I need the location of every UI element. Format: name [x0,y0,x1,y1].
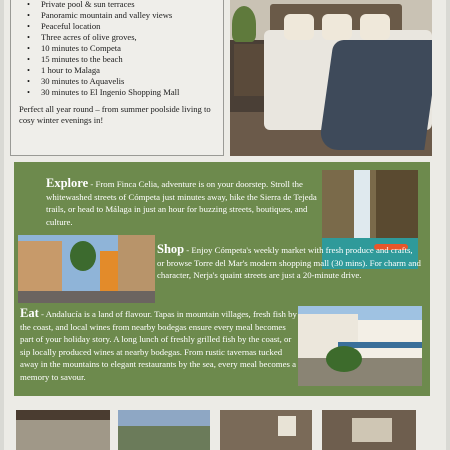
feature-item: • 1 hour to Malaga [41,65,215,76]
bedroom-photo [230,0,432,156]
kitchen-photo [322,410,416,450]
eat-section [20,307,300,384]
interior-photo [220,410,312,450]
feature-item: • Peaceful location [41,21,215,32]
plaza-restaurant-photo [298,306,422,386]
feature-item: • 30 minutes to Aquavelis [41,76,215,87]
feature-item: • 15 minutes to the beach [41,54,215,65]
town-street-photo [18,235,155,303]
activities-panel [14,162,430,396]
feature-item: • 30 minutes to El Ingenio Shopping Mall [41,87,215,98]
shop-heading: Shop [157,242,185,256]
shop-section [157,243,422,282]
shop-body: - Enjoy Cómpeta's weekly market with fresh produce and crafts, or browse Torre del Mar's modern shopping mall (30 mins). For charm and character, Nerja's quaint streets are just a 20-minute drive. [157,245,421,281]
feature-item: • 10 minutes to Competa [41,43,215,54]
terrace-photo [16,410,110,450]
feature-item: • Three acres of olive groves, [41,32,215,43]
village-photo [118,410,210,450]
feature-item: • Private pool & sun terraces [41,0,215,10]
features-list [19,0,215,98]
features-box [10,0,224,156]
feature-item: • Panoramic mountain and valley views [41,10,215,21]
info-tail-text: Perfect all year round – from summer poolside living to cosy winter evenings in! [19,104,211,125]
explore-body: - From Finca Celia, adventure is on your doorstep. Stroll the whitewashed streets of Cómpeta just minutes away, hike the Sierra de Tejeda trails, or head to Málaga in just an hour for buzzing streets, boutiques, and culture. [46,179,317,227]
eat-body: - Andalucía is a land of flavour. Tapas in mountain villages, fresh fish by the coast, and local wines from nearby bodegas ensure every meal becomes part of your holiday story. A long lunch of freshly grilled fish by the coast, or sip locally produced wines at nearby bodegas. From rustic tavernas tucked away in the mountains to elegant restaurants by the sea, every meal becomes a memory to savour. [20,309,297,382]
eat-heading: Eat [20,306,39,320]
explore-heading: Explore [46,176,89,190]
brochure-page [4,0,446,450]
explore-section [46,177,318,228]
